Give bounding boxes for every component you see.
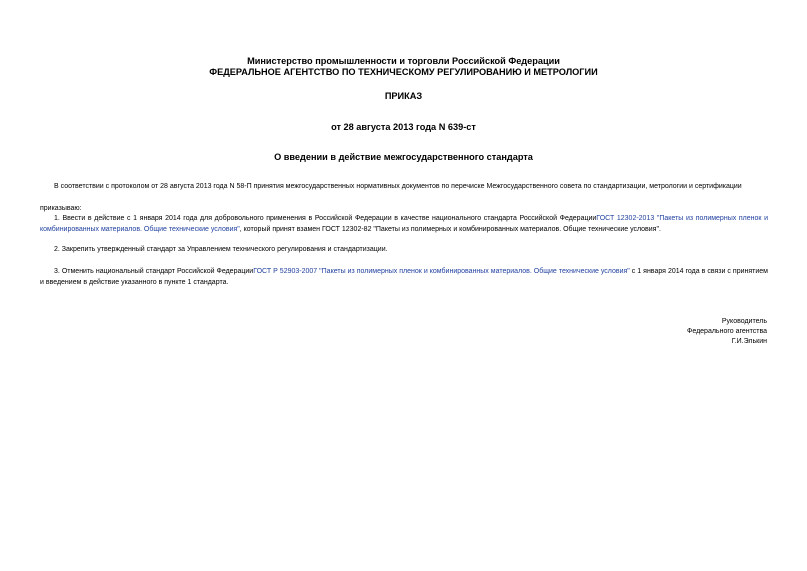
item-3-text-suffix: с 1 января 2014 года в связи с принятием и введением в действие указанного в пункте 1 стандарта.	[40, 268, 768, 286]
item-3-text-prefix: 3. Отменить национальный стандарт Российской Федерации	[54, 268, 254, 275]
signature-position: Руководитель	[721, 318, 767, 325]
document-type: ПРИКАЗ	[384, 91, 423, 101]
agency-name: ФЕДЕРАЛЬНОЕ АГЕНТСТВО ПО ТЕХНИЧЕСКОМУ РЕГУЛИРОВАНИЮ И МЕТРОЛОГИИ	[209, 67, 598, 77]
item-3-paragraph	[40, 266, 768, 288]
item-1-paragraph	[40, 213, 768, 235]
gost-r-52903-2007-link[interactable]: ГОСТ Р 52903-2007 "Пакеты из полимерных пленок и комбинированных материалов. Общие технические условия"	[253, 268, 630, 275]
ministry-name: Министерство промышленности и торговли Российской Федерации	[247, 56, 560, 66]
item-1-text-prefix: 1. Ввести в действие с 1 января 2014 года для добровольного применения в Российской Федерации в качестве национального стандарта Российской Федерации	[54, 215, 597, 222]
signature-name: Г.И.Элькин	[731, 338, 767, 345]
order-word: приказываю:	[40, 205, 82, 212]
preamble-paragraph: В соответствии с протоколом от 28 августа 2013 года N 58-П принятия межгосударственных нормативных документов по перечиске Межгосударственного совета по стандартизации, метрологии и сертификации	[54, 183, 742, 190]
document-date-number: от 28 августа 2013 года N 639-ст	[331, 122, 476, 132]
signature-organization: Федерального агентства	[687, 328, 767, 335]
item-1-text-suffix: , который принят взамен ГОСТ 12302-82 "Пакеты из полимерных и комбинированных материалов. Общие технические условия".	[239, 226, 661, 233]
item-2-paragraph: 2. Закрепить утвержденный стандарт за Управлением технического регулирования и стандартизации.	[54, 246, 388, 253]
gost-12302-2013-link[interactable]: ГОСТ 12302-2013 "Пакеты из полимерных пленок и комбинированных материалов. Общие технические условия"	[40, 215, 768, 233]
document-title: О введении в действие межгосударственного стандарта	[274, 152, 533, 162]
